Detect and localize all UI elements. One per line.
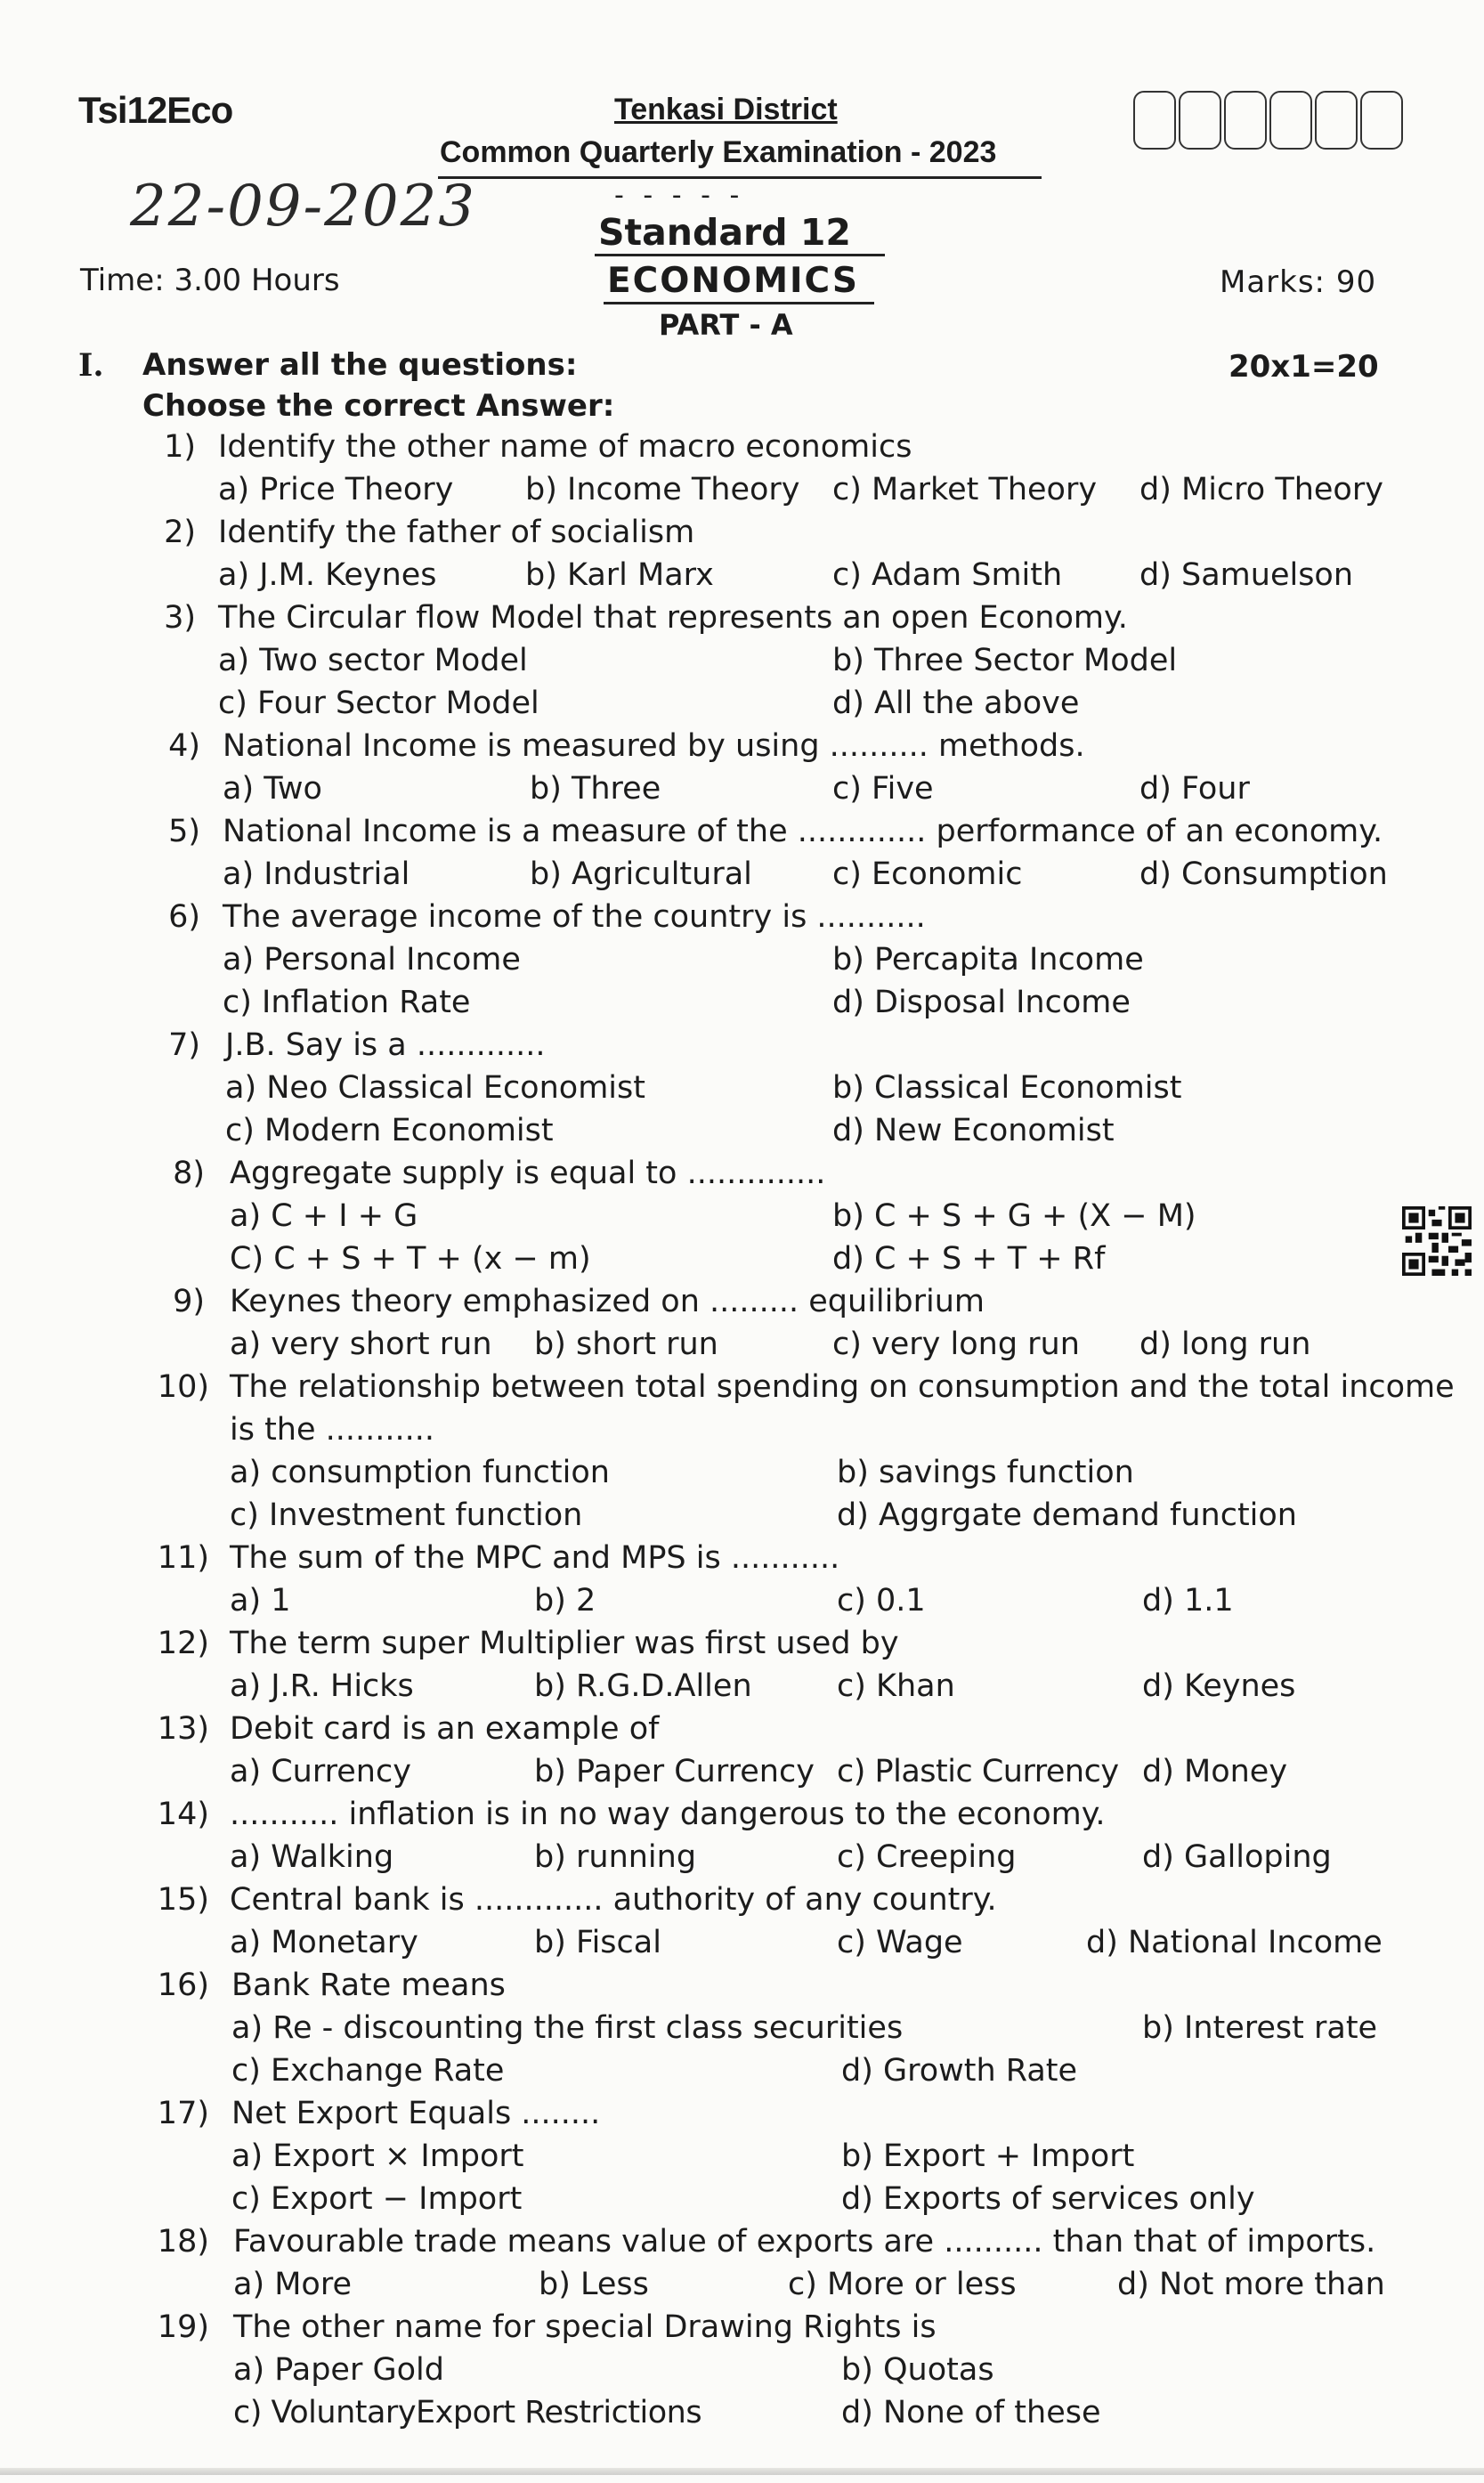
option: a) J.R. Hicks — [230, 1668, 414, 1704]
option: b) C + S + G + (X − M) — [832, 1198, 1196, 1234]
question-number: 11) — [157, 1540, 209, 1576]
qr-code-icon — [1402, 1206, 1472, 1276]
option: a) Price Theory — [218, 472, 454, 507]
register-number-boxes — [1133, 91, 1406, 153]
option: d) long run — [1139, 1327, 1311, 1362]
option: d) Exports of services only — [841, 2181, 1255, 2217]
option: c) Economic — [832, 856, 1023, 892]
option: b) Three — [530, 771, 661, 807]
option: a) Paper Gold — [233, 2352, 444, 2388]
question-number: 19) — [157, 2309, 209, 2345]
option: a) consumption function — [230, 1455, 610, 1490]
question-text: The average income of the country is ........... — [223, 899, 926, 935]
option: c) 0.1 — [837, 1583, 926, 1619]
register-box — [1269, 91, 1312, 150]
question-text: National Income is a measure of the ............. performance of an economy. — [223, 814, 1383, 849]
option: a) More — [233, 2267, 352, 2302]
option: c) Plastic Currency — [837, 1754, 1119, 1789]
option: d) Disposal Income — [832, 985, 1131, 1020]
question-text: Identify the father of socialism — [218, 515, 695, 550]
option: a) Two sector Model — [218, 643, 528, 678]
option: c) Four Sector Model — [218, 686, 539, 721]
question-number: 3) — [164, 600, 196, 636]
question-text: Central bank is ............. authority of any country. — [230, 1882, 997, 1918]
total-marks: Marks: 90 — [1220, 264, 1377, 300]
option: d) 1.1 — [1142, 1583, 1234, 1619]
question-number: 12) — [157, 1626, 209, 1661]
question-number: 1) — [164, 429, 196, 465]
option: c) Modern Economist — [225, 1113, 554, 1148]
question-text: J.B. Say is a ............. — [225, 1027, 546, 1063]
option: a) Industrial — [223, 856, 410, 892]
option: c) Inflation Rate — [223, 985, 471, 1020]
question-text: Aggregate supply is equal to .............. — [230, 1156, 826, 1191]
option: b) Agricultural — [530, 856, 752, 892]
question-text: Debit card is an example of — [230, 1711, 660, 1747]
question-text: The Circular flow Model that represents an open Economy. — [218, 600, 1128, 636]
option: b) Karl Marx — [525, 557, 714, 593]
option: c) very long run — [832, 1327, 1080, 1362]
question-number: 5) — [168, 814, 200, 849]
option: a) Currency — [230, 1754, 411, 1789]
option: a) Personal Income — [223, 942, 521, 978]
question-number: 15) — [157, 1882, 209, 1918]
page-bottom-edge — [0, 2468, 1484, 2475]
question-number: 2) — [164, 515, 196, 550]
question-text: Bank Rate means — [231, 1968, 506, 2003]
option: b) running — [534, 1839, 697, 1875]
option: b) Fiscal — [534, 1925, 661, 1960]
option: d) New Economist — [832, 1113, 1115, 1148]
option: d) All the above — [832, 686, 1080, 721]
register-box — [1179, 91, 1221, 150]
option: d) None of these — [841, 2395, 1101, 2430]
option: b) Paper Currency — [534, 1754, 815, 1789]
question-text: ........... inflation is in no way dangerous to the economy. — [230, 1797, 1106, 1832]
section-instruction: Answer all the questions: — [142, 347, 578, 383]
question-number: 16) — [157, 1968, 209, 2003]
section-number: I. — [78, 347, 104, 384]
question-text: The term super Multiplier was first used by — [230, 1626, 899, 1661]
option: a) 1 — [230, 1583, 291, 1619]
option: c) Export − Import — [231, 2181, 523, 2217]
option: c) Market Theory — [832, 472, 1098, 507]
question-number: 4) — [168, 728, 200, 764]
question-text-continued: is the ........... — [230, 1412, 435, 1448]
option: c) Five — [832, 771, 934, 807]
register-box — [1315, 91, 1358, 150]
option: b) savings function — [837, 1455, 1134, 1490]
option: a) Export × Import — [231, 2138, 524, 2174]
question-number: 7) — [168, 1027, 200, 1063]
question-text: National Income is measured by using .......... methods. — [223, 728, 1085, 764]
register-box — [1133, 91, 1176, 150]
subject-underline — [604, 302, 874, 304]
separator-dashes: - - - - - — [614, 180, 745, 211]
question-number: 18) — [157, 2224, 209, 2260]
standard-underline — [595, 254, 885, 256]
option: d) Galloping — [1142, 1839, 1332, 1875]
option: d) Aggrgate demand function — [837, 1497, 1297, 1533]
option: a) Neo Classical Economist — [225, 1070, 645, 1106]
option: d) C + S + T + Rf — [832, 1241, 1106, 1277]
option: a) Two — [223, 771, 322, 807]
question-number: 6) — [168, 899, 200, 935]
option: a) very short run — [230, 1327, 492, 1362]
option: c) VoluntaryExport Restrictions — [233, 2395, 702, 2430]
question-number: 9) — [173, 1284, 205, 1319]
option: a) Monetary — [230, 1925, 418, 1960]
paper-code: Tsi12Eco — [78, 89, 233, 131]
question-number: 14) — [157, 1797, 209, 1832]
option: c) Khan — [837, 1668, 955, 1704]
option: c) Wage — [837, 1925, 963, 1960]
question-number: 17) — [157, 2096, 209, 2131]
option: b) Quotas — [841, 2352, 994, 2388]
subject-title: ECONOMICS — [607, 261, 859, 301]
exam-title: Common Quarterly Examination - 2023 — [440, 135, 997, 169]
option: b) short run — [534, 1327, 718, 1362]
option: a) J.M. Keynes — [218, 557, 437, 593]
option: c) More or less — [788, 2267, 1017, 2302]
option: a) Walking — [230, 1839, 394, 1875]
option: d) Micro Theory — [1139, 472, 1383, 507]
question-text: Favourable trade means value of exports are .......... than that of imports. — [233, 2224, 1376, 2260]
section-sub-instruction: Choose the correct Answer: — [142, 388, 615, 424]
option: b) Export + Import — [841, 2138, 1135, 2174]
option: d) Samuelson — [1139, 557, 1354, 593]
option: b) Income Theory — [525, 472, 800, 507]
option: c) Investment function — [230, 1497, 583, 1533]
option: b) Classical Economist — [832, 1070, 1182, 1106]
option: c) Exchange Rate — [231, 2053, 505, 2089]
question-text: The other name for special Drawing Rights is — [233, 2309, 937, 2345]
exam-time: Time: 3.00 Hours — [80, 263, 340, 298]
exam-title-underline — [438, 176, 1042, 179]
option: b) 2 — [534, 1583, 596, 1619]
question-text: Identify the other name of macro economics — [218, 429, 912, 465]
section-marks: 20x1=20 — [1229, 349, 1379, 385]
district-title: Tenkasi District — [614, 93, 838, 126]
option: b) Interest rate — [1142, 2010, 1378, 2046]
option: b) R.G.D.Allen — [534, 1668, 752, 1704]
question-number: 10) — [157, 1369, 209, 1405]
register-box — [1224, 91, 1267, 150]
question-text: The relationship between total spending on consumption and the total income — [230, 1369, 1455, 1405]
option: a) Re - discounting the first class securities — [231, 2010, 904, 2046]
option: d) National Income — [1086, 1925, 1383, 1960]
option: d) Consumption — [1139, 856, 1388, 892]
question-text: Net Export Equals ........ — [231, 2096, 601, 2131]
option: d) Money — [1142, 1754, 1288, 1789]
option: c) Creeping — [837, 1839, 1017, 1875]
part-title: PART - A — [659, 308, 793, 342]
option: b) Percapita Income — [832, 942, 1144, 978]
option: d) Not more than — [1117, 2267, 1385, 2302]
option: C) C + S + T + (x − m) — [230, 1241, 591, 1277]
question-number: 13) — [157, 1711, 209, 1747]
option: b) Less — [539, 2267, 649, 2302]
question-number: 8) — [173, 1156, 205, 1191]
option: a) C + I + G — [230, 1198, 418, 1234]
question-text: The sum of the MPC and MPS is ........... — [230, 1540, 840, 1576]
option: c) Adam Smith — [832, 557, 1063, 593]
register-box — [1360, 91, 1403, 150]
option: d) Four — [1139, 771, 1250, 807]
standard-title: Standard 12 — [598, 211, 851, 254]
option: d) Growth Rate — [841, 2053, 1078, 2089]
handwritten-date: 22-09-2023 — [130, 174, 476, 239]
option: d) Keynes — [1142, 1668, 1296, 1704]
question-text: Keynes theory emphasized on ......... equilibrium — [230, 1284, 985, 1319]
option: b) Three Sector Model — [832, 643, 1178, 678]
